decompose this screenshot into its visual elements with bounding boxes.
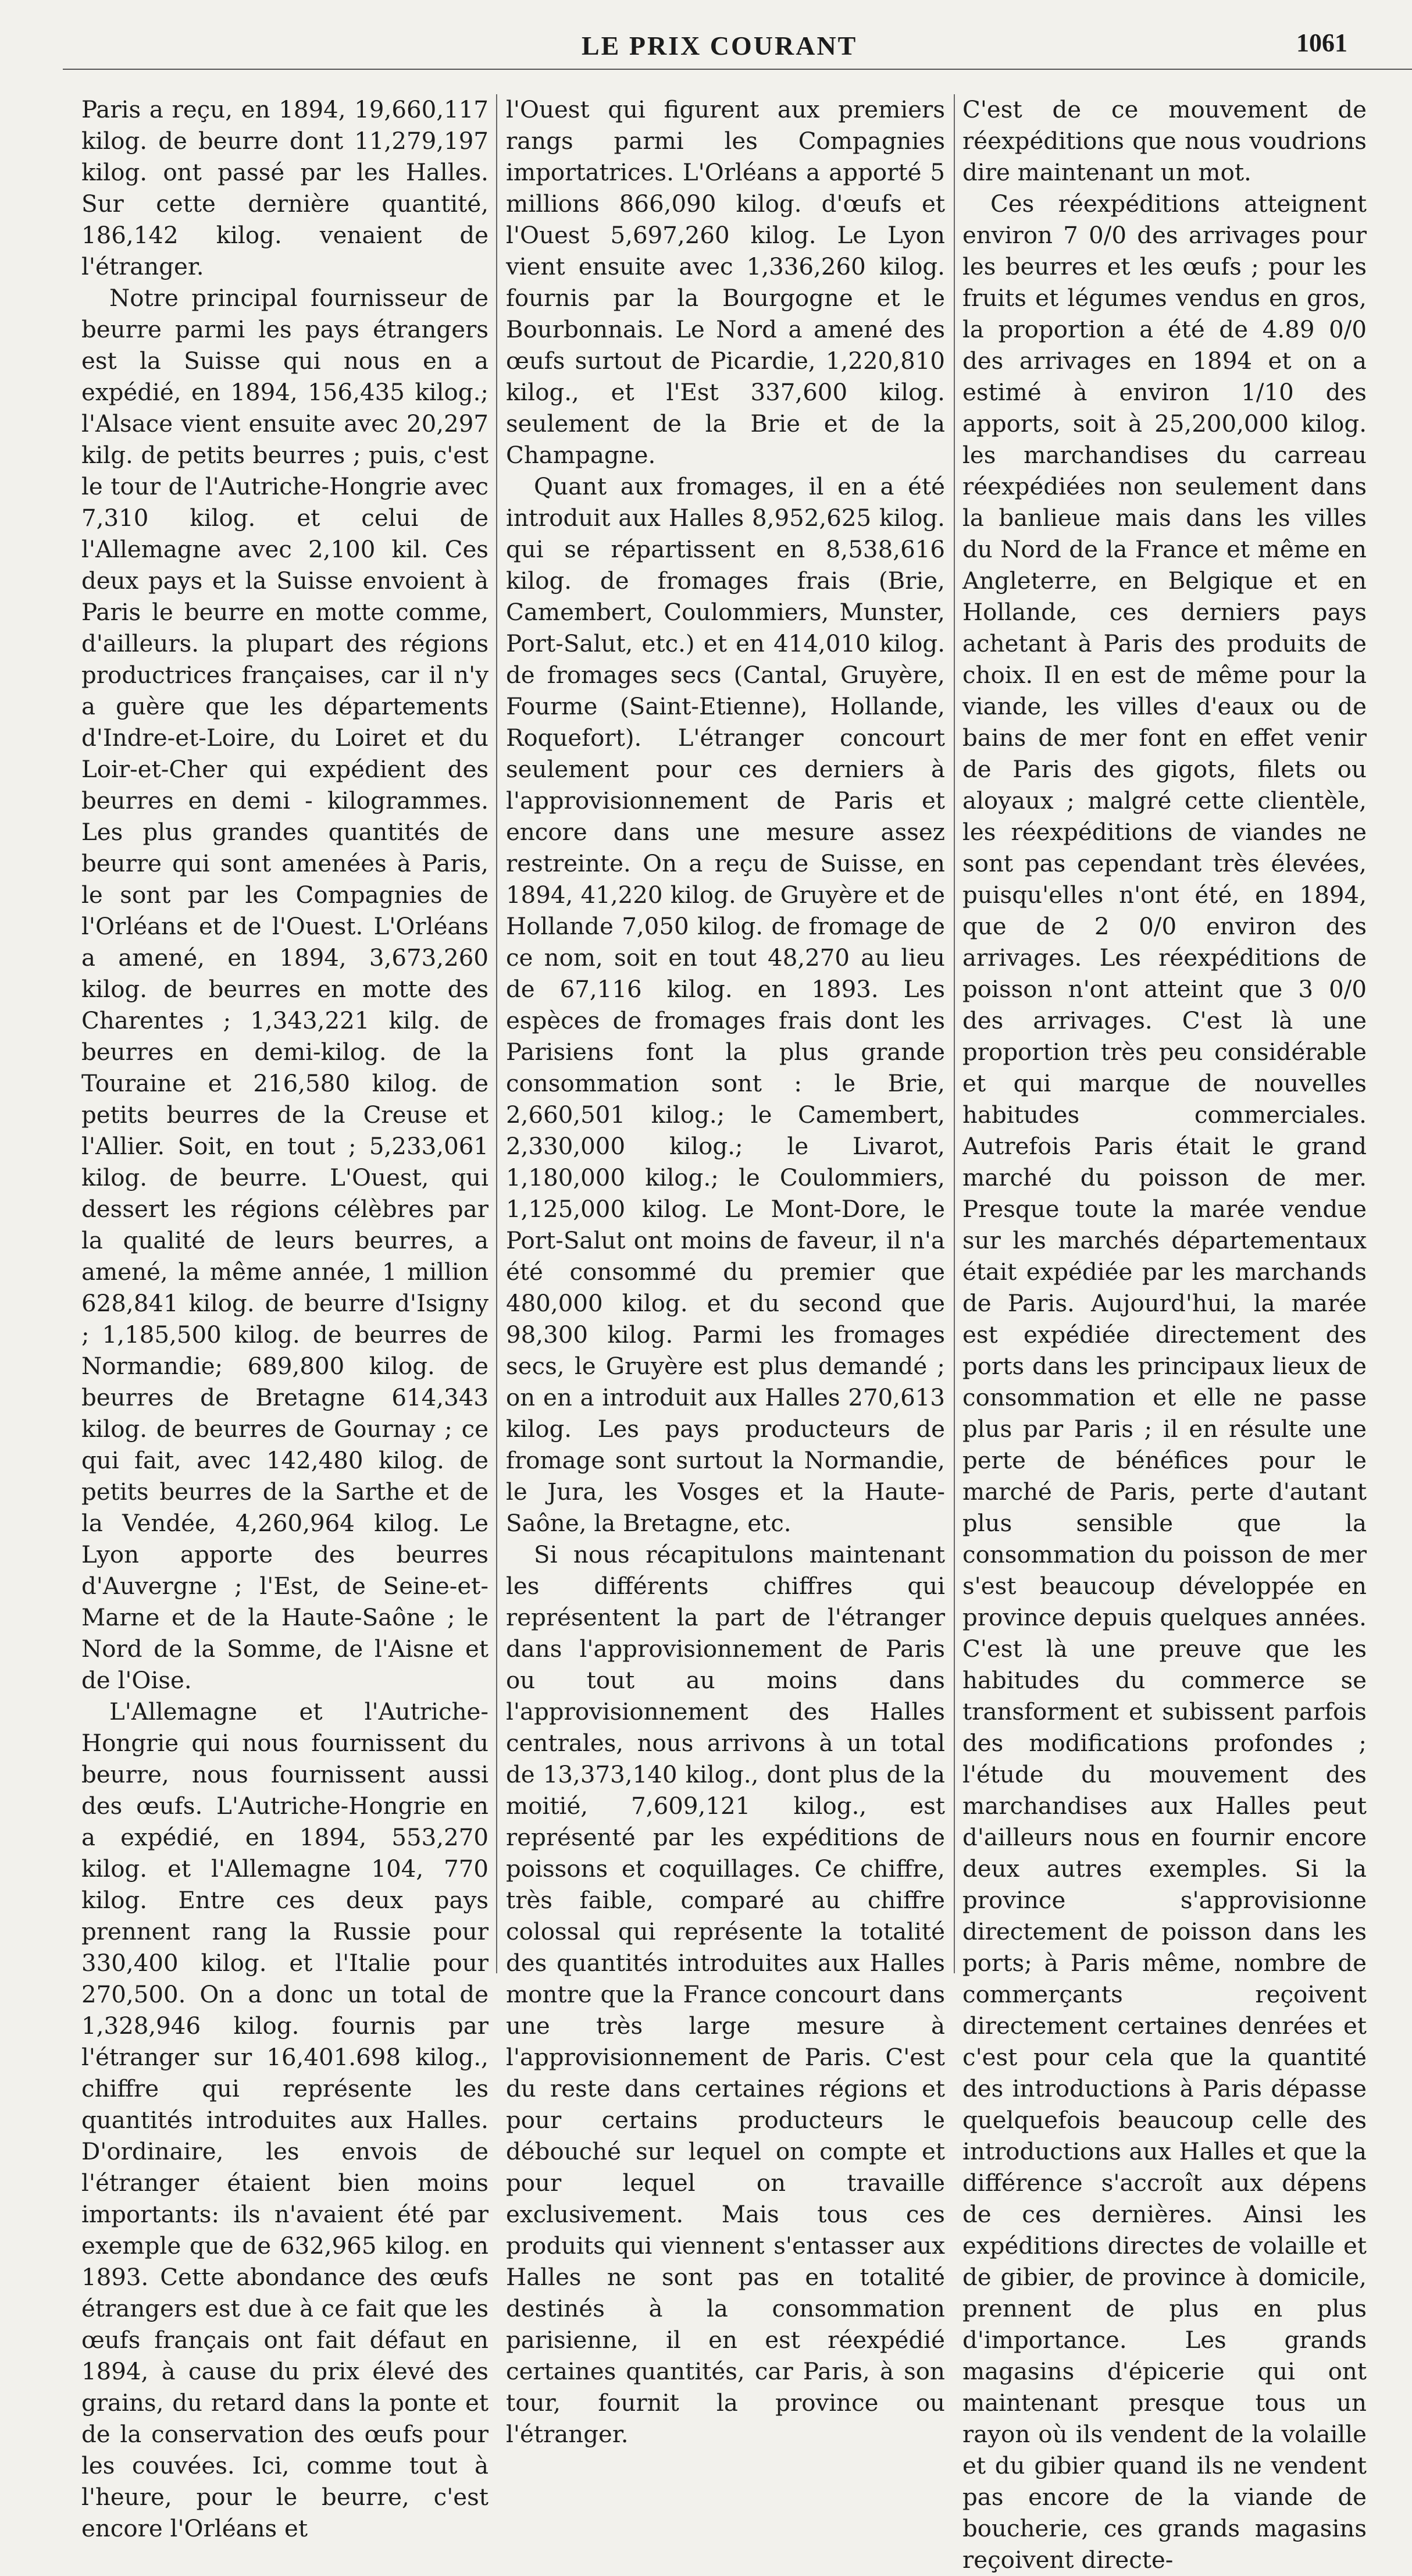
page-number: 1061 xyxy=(1296,29,1347,57)
paragraph: C'est de ce mouvement de réexpéditions que nous voudrions dire maintenant un mot. xyxy=(962,96,1367,186)
column-2 xyxy=(506,94,945,2448)
paragraph: L'Allemagne et l'Autriche-Hongrie qui nous fournissent du beurre, nous fournissent aussi des œufs. L'Autriche-Hongrie en a expédié, en 1894, 553,270 kilog. et l'Allemagne 104, 770 kilog. Entre ces deux pays prennent rang la Russie pour 330,400 kilog. et l'Italie pour 270,500. On a donc un total de 1,328,946 kilog. fournis par l'étranger sur 16,401.698 kilog., chiffre qui représente les quantités introduites aux Halles. D'ordinaire, les envois de l'étranger étaient bien moins importants: ils n'avaient été par exemple que de 632,965 kilog. en 1893. Cette abondance des œufs étrangers est due à ce fait que les œufs français ont fait défaut en 1894, à cause du prix élevé des grains, du retard dans la ponte et de la conservation des œufs pour les couvées. Ici, comme tout à l'heure, pour le beurre, c'est encore l'Orléans et xyxy=(81,1698,489,2542)
paragraph: Notre principal fournisseur de beurre parmi les pays étrangers est la Suisse qui nous en a expédié, en 1894, 156,435 kilog.; l'Alsace vient ensuite avec 20,297 kilg. de petits beurres ; puis, c'est le tour de l'Autriche-Hongrie avec 7,310 kilog. et celui de l'Allemagne avec 2,100 kil. Ces deux pays et la Suisse envoient à Paris le beurre en motte comme, d'ailleurs. la plupart des régions productrices françaises, car il n'y a guère que les départements d'Indre-et-Loire, du Loiret et du Loir-et-Cher qui expédient des beurres en demi - kilogrammes. Les plus grandes quantités de beurre qui sont amenées à Paris, le sont par les Compagnies de l'Orléans et de l'Ouest. L'Orléans a amené, en 1894, 3,673,260 kilog. de beurres en motte des Charentes ; 1,343,221 kilg. de beurres en demi-kilog. de la Touraine et 216,580 kilog. de petits beurres de la Creuse et l'Allier. Soit, en tout ; 5,233,061 kilog. de beurre. L'Ouest, qui dessert les régions célèbres par la qualité de leurs beurres, a amené, la même année, 1 million 628,841 kilog. de beurre d'Isigny ; 1,185,500 kilog. de beurres de Normandie; 689,800 kilog. de beurres de Bretagne 614,343 kilog. de beurres de Gournay ; ce qui fait, avec 142,480 kilog. de petits beurres de la Sarthe et de la Vendée, 4,260,964 kilog. Le Lyon apporte des beurres d'Auvergne ; l'Est, de Seine-et-Marne et de la Haute-Saône ; le Nord de la Somme, de l'Aisne et de l'Oise. xyxy=(81,284,489,1694)
paragraph: Ces réexpéditions atteignent environ 7 0/0 des arrivages pour les beurres et les œufs ; pour les fruits et légumes vendus en gros, la proportion a été de 4.89 0/0 des arrivages en 1894 et on a estimé à environ 1/10 des apports, soit à 25,200,000 kilog. les marchandises du carreau réexpédiées non seulement dans la banlieue mais dans les villes du Nord de la France et même en Angleterre, en Belgique et en Hollande, ces derniers pays achetant à Paris des produits de choix. Il en est de même pour la viande, les villes d'eaux ou de bains de mer font en effet venir de Paris des gigots, filets ou aloyaux ; malgré cette clientèle, les réexpéditions de viandes ne sont pas cependant très élevées, puisqu'elles n'ont été, en 1894, que de 2 0/0 environ des arrivages. Les réexpéditions de poisson n'ont atteint que 3 0/0 des arrivages. C'est là une proportion très peu considérable et qui marque de nouvelles habitudes commerciales. Autrefois Paris était le grand marché du poisson de mer. Presque toute la marée vendue sur les marchés départementaux était expédiée par les marchands de Paris. Aujourd'hui, la marée est expédiée directement des ports dans les principaux lieux de consommation et elle ne passe plus par Paris ; il en résulte une perte de bénéfices pour le marché de Paris, perte d'autant plus sensible que la consommation du poisson de mer s'est beaucoup développée en province depuis quelques années. C'est là une preuve que les habitudes du commerce se transforment et subissent parfois des modifications profondes ; l'étude du mouvement des marchandises aux Halles peut d'ailleurs nous en fournir encore deux autres exemples. Si la province s'approvisionne directement de poisson dans les ports; à Paris même, nombre de commerçants reçoivent directement certaines denrées et c'est pour cela que la quantité des introductions à Paris dépasse quelquefois beaucoup celle des introductions aux Halles et que la différence s'accroît aux dépens de ces dernières. Ainsi les expéditions directes de volaille et de gibier, de province à domicile, prennent de plus en plus d'importance. Les grands magasins d'épicerie qui ont maintenant presque tous un rayon où ils vendent de la volaille et du gibier quand ils ne vendent pas encore de la viande de boucherie, ces grands magasins reçoivent directe- xyxy=(962,190,1367,2574)
page-header xyxy=(0,0,1410,70)
paragraph: Quant aux fromages, il en a été introduit aux Halles 8,952,625 kilog. qui se répartissent en 8,538,616 kilog. de fromages frais (Brie, Camembert, Coulommiers, Munster, Port-Salut, etc.) et en 414,010 kilog. de fromages secs (Cantal, Gruyère, Fourme (Saint-Etienne), Hollande, Roquefort). L'étranger concourt seulement pour ces derniers à l'approvisionnement de Paris et encore dans une mesure assez restreinte. On a reçu de Suisse, en 1894, 41,220 kilog. de Gruyère et de Hollande 7,050 kilog. de fromage de ce nom, soit en tout 48,270 au lieu de 67,116 kilog. en 1893. Les espèces de fromages frais dont les Parisiens font la plus grande consommation sont : le Brie, 2,660,501 kilog.; le Camembert, 2,330,000 kilog.; le Livarot, 1,180,000 kilog.; le Coulommiers, 1,125,000 kilog. Le Mont-Dore, le Port-Salut ont moins de faveur, il n'a été consommé du premier que 480,000 kilog. et du second que 98,300 kilog. Parmi les fromages secs, le Gruyère est plus demandé ; on en a introduit aux Halles 270,613 kilog. Les pays producteurs de fromage sont surtout la Normandie, le Jura, les Vosges et la Haute-Saône, la Bretagne, etc. xyxy=(506,473,945,1537)
paragraph: Paris a reçu, en 1894, 19,660,117 kilog. de beurre dont 11,279,197 kilog. ont passé par les Halles. Sur cette dernière quantité, 186,142 kilog. venaient de l'étranger. xyxy=(81,96,489,280)
column-divider xyxy=(954,94,955,1973)
column-1 xyxy=(81,94,489,2542)
running-title: LE PRIX COURANT xyxy=(582,31,858,61)
header-rule xyxy=(63,69,1412,70)
column-3 xyxy=(962,94,1367,2574)
column-divider xyxy=(496,94,497,1973)
paragraph: Si nous récapitulons maintenant les différents chiffres qui représentent la part de l'étranger dans l'approvisionnement de Paris ou tout au moins dans l'approvisionnement des Halles centrales, nous arrivons à un total de 13,373,140 kilog., dont plus de la moitié, 7,609,121 kilog., est représenté par les expéditions de poissons et coquillages. Ce chiffre, très faible, comparé au chiffre colossal qui représente la totalité des quantités introduites aux Halles montre que la France concourt dans une très large mesure à l'approvisionnement de Paris. C'est du reste dans certaines régions et pour certains producteurs le débouché sur lequel on compte et pour lequel on travaille exclusivement. Mais tous ces produits qui viennent s'entasser aux Halles ne sont pas en totalité destinés à la consommation parisienne, il en est réexpédié certaines quantités, car Paris, à son tour, fournit la province ou l'étranger. xyxy=(506,1541,945,2448)
article-body xyxy=(81,94,1367,2574)
paragraph: l'Ouest qui figurent aux premiers rangs parmi les Compagnies importatrices. L'Orléans a apporté 5 millions 866,090 kilog. d'œufs et l'Ouest 5,697,260 kilog. Le Lyon vient ensuite avec 1,336,260 kilog. fournis par la Bourgogne et le Bourbonnais. Le Nord a amené des œufs surtout de Picardie, 1,220,810 kilog., et l'Est 337,600 kilog. seulement de la Brie et de la Champagne. xyxy=(506,96,945,469)
